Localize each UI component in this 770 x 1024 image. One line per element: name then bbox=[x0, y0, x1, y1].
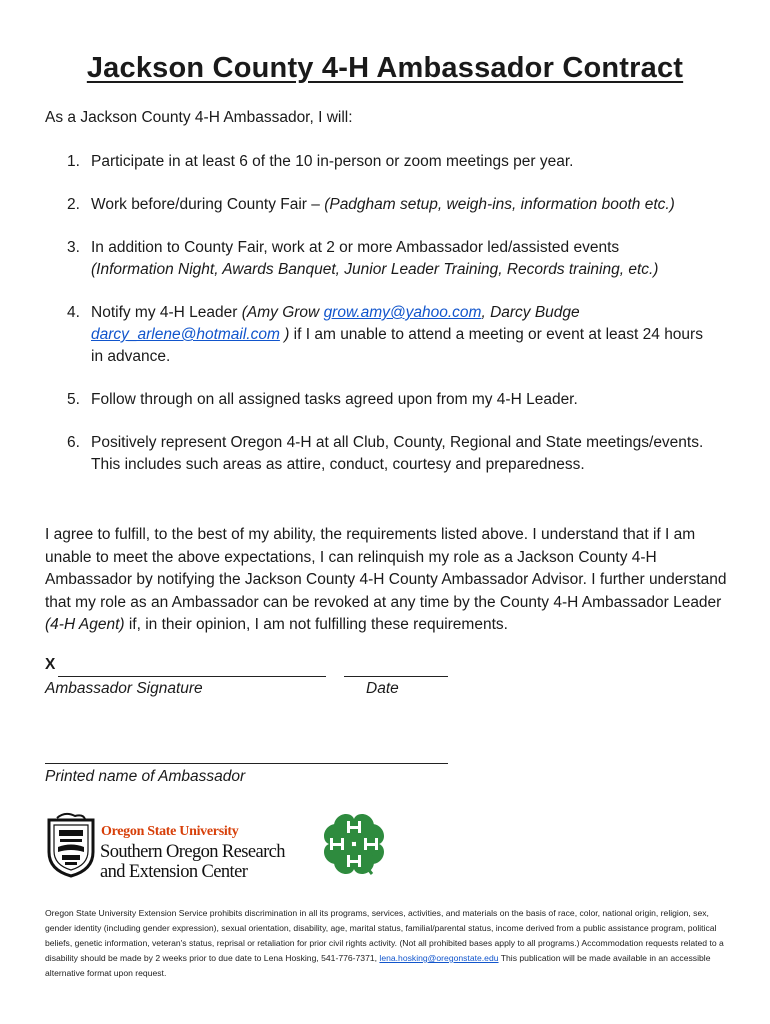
item-italic-text: (Padgham setup, weigh-ins, information booth etc.) bbox=[324, 196, 675, 213]
printed-name-label: Printed name of Ambassador bbox=[45, 768, 246, 785]
item-italic-text: (Amy Grow bbox=[241, 304, 324, 321]
item-text: Work before/during County Fair – bbox=[91, 196, 325, 213]
agreement-text-end: if, in their opinion, I am not fulfilling these requirements. bbox=[124, 616, 508, 633]
osu-name: Oregon State University bbox=[101, 824, 239, 839]
item-number: 6. bbox=[67, 434, 80, 451]
signature-x-mark: X bbox=[45, 656, 56, 673]
item-number: 2. bbox=[67, 196, 80, 213]
item-text: Participate in at least 6 of the 10 in-person or zoom meetings per year. bbox=[91, 153, 574, 170]
agreement-italic: (4-H Agent) bbox=[45, 616, 125, 633]
list-item bbox=[67, 151, 717, 173]
item-number: 3. bbox=[67, 239, 80, 256]
item-text: In addition to County Fair, work at 2 or more Ambassador led/assisted events bbox=[91, 239, 620, 256]
item-text: if I am unable to attend a meeting or event at least 24 hours in advance. bbox=[91, 326, 703, 365]
list-item bbox=[67, 432, 717, 476]
notice-text: Oregon State University Extension Service prohibits discrimination in all its programs, services, activities, and materials on the basis of race, color, national origin, religion, sex, gender identity (including gender expression), sexual orientation, disability, age, marital status, familial/parental status, income derived from a public assistance program, political beliefs, genetic information, veteran's status, reprisal or retaliation for prior civil rights activity. (Not all prohibited bases apply to all programs.) Accommodation requests related to a disability should be made by 2 weeks prior to due date to Lena Hosking, 541-776-7371, bbox=[45, 908, 724, 963]
item-italic-text: ) bbox=[279, 326, 290, 343]
requirements-list bbox=[67, 151, 717, 497]
center-name-line1: Southern Oregon Research bbox=[100, 842, 285, 862]
item-number: 5. bbox=[67, 391, 80, 408]
nondiscrimination-notice bbox=[45, 906, 725, 981]
date-label: Date bbox=[366, 680, 399, 697]
item-number: 1. bbox=[67, 153, 80, 170]
list-item bbox=[67, 302, 717, 368]
item-text: Positively represent Oregon 4-H at all Club, County, Regional and State meetings/events. This includes such areas as attire, conduct, courtesy and preparedness. bbox=[91, 434, 704, 473]
agreement-paragraph bbox=[45, 524, 735, 637]
item-italic-text: (Information Night, Awards Banquet, Junior Leader Training, Records training, etc.) bbox=[91, 261, 659, 278]
intro-text: As a Jackson County 4-H Ambassador, I will: bbox=[45, 109, 353, 126]
notice-text-end: This publication will be made available in an accessible alternative format upon request. bbox=[45, 953, 711, 978]
printed-name-line[interactable] bbox=[45, 763, 448, 764]
list-item bbox=[67, 389, 717, 411]
osu-seal-logo bbox=[45, 812, 97, 878]
email-link-lena[interactable]: lena.hosking@oregonstate.edu bbox=[379, 953, 499, 963]
item-text: Follow through on all assigned tasks agreed upon from my 4-H Leader. bbox=[91, 391, 578, 408]
email-link-darcy[interactable]: darcy_arlene@hotmail.com bbox=[91, 326, 280, 343]
document-title: Jackson County 4-H Ambassador Contract bbox=[86, 52, 684, 84]
list-item bbox=[67, 194, 717, 216]
list-item bbox=[67, 237, 717, 281]
center-name-line2: and Extension Center bbox=[100, 862, 248, 882]
item-number: 4. bbox=[67, 304, 80, 321]
signature-label: Ambassador Signature bbox=[45, 680, 203, 697]
email-link-amy[interactable]: grow.amy@yahoo.com bbox=[323, 304, 482, 321]
item-text: Notify my 4-H Leader bbox=[91, 304, 242, 321]
signature-line[interactable] bbox=[58, 676, 326, 677]
date-line[interactable] bbox=[344, 676, 448, 677]
agreement-text: I agree to fulfill, to the best of my ability, the requirements listed above. I understand that if I am unable to meet the above expectations, I can relinquish my role as a Jackson County 4-H Ambassador by notifying the Jackson County 4-H County Ambassador Advisor. I further understand that my role as an Ambassador can be revoked at any time by the County 4-H Ambassador Leader bbox=[45, 526, 727, 611]
4h-clover-logo bbox=[318, 808, 390, 880]
item-italic-text: , Darcy Budge bbox=[481, 304, 580, 321]
